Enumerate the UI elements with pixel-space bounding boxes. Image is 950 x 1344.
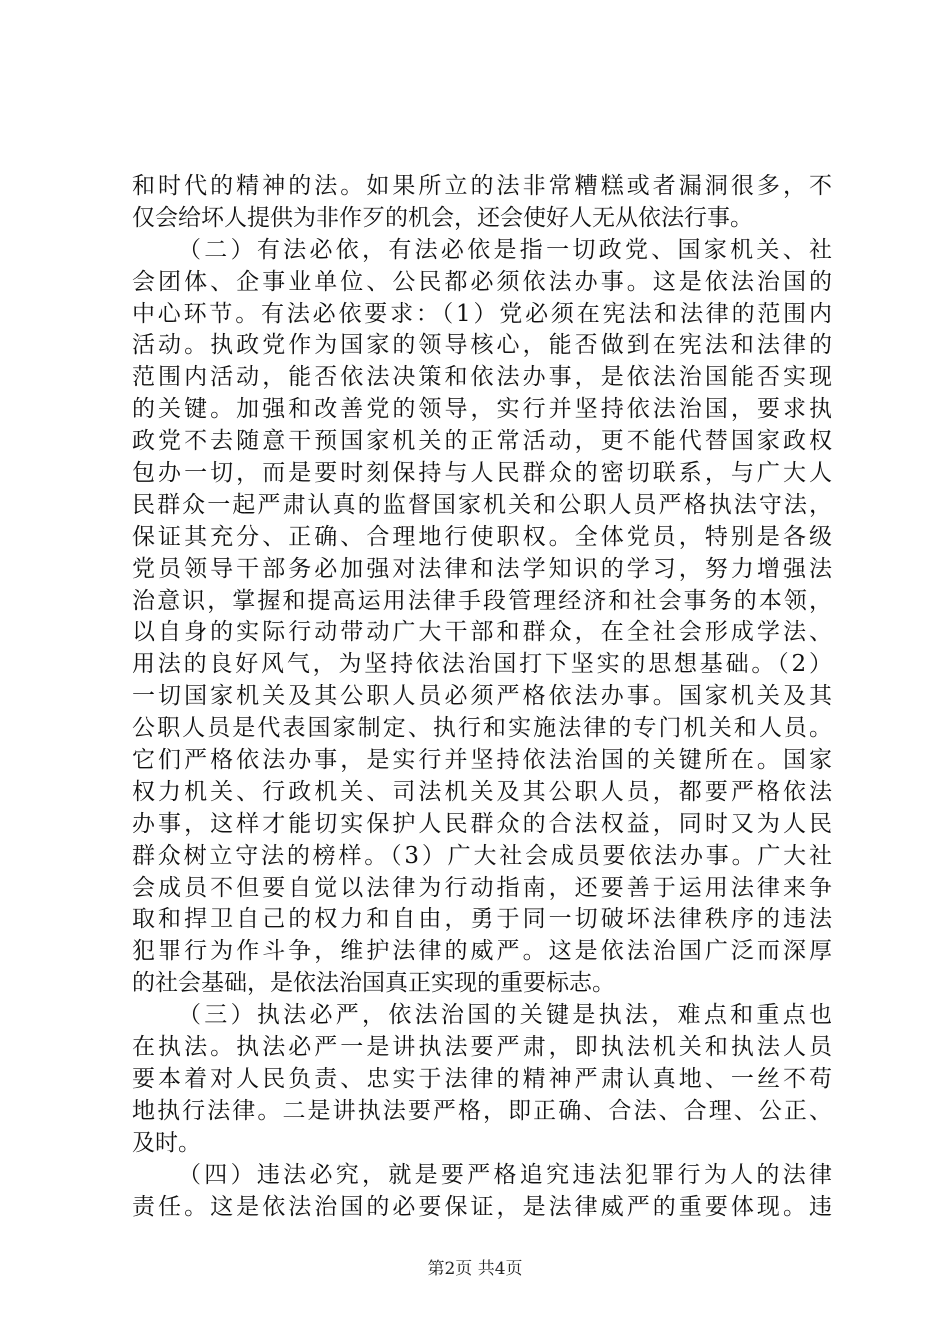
text-line: 活动。执政党作为国家的领导核心，能否做到在宪法和法律的 [132, 332, 832, 359]
text-line: 取和捍卫自己的权力和自由，勇于同一切破坏法律秩序的违法 [132, 906, 832, 933]
text-line: 用法的良好风气，为坚持依法治国打下坚实的思想基础。（2） [132, 651, 832, 678]
text-line: 以自身的实际行动带动广大干部和群众，在全社会形成学法、 [132, 619, 832, 646]
text-line: 权力机关、行政机关、司法机关及其公职人员，都要严格依法 [132, 778, 832, 805]
text-line: 要本着对人民负责、忠实于法律的精神严肃认真地、一丝不苟 [132, 1065, 832, 1092]
text-line: 范围内活动，能否依法决策和依法办事，是依法治国能否实现 [132, 364, 832, 391]
text-line: 政党不去随意干预国家机关的正常活动，更不能代替国家政权 [132, 428, 832, 455]
text-line: 的关键。加强和改善党的领导，实行并坚持依法治国，要求执 [132, 396, 832, 423]
text-line: 党员领导干部务必加强对法律和法学知识的学习，努力增强法 [132, 555, 832, 582]
text-line: 治意识，掌握和提高运用法律手段管理经济和社会事务的本领， [132, 587, 832, 614]
text-line: 会团体、企事业单位、公民都必须依法办事。这是依法治国的 [132, 268, 832, 295]
text-line: 的社会基础，是依法治国真正实现的重要标志。 [132, 970, 615, 997]
text-line: 地执行法律。二是讲执法要严格，即正确、合法、合理、公正、 [132, 1097, 832, 1124]
text-line: 和时代的精神的法。如果所立的法非常糟糕或者漏洞很多，不 [132, 173, 832, 199]
text-line: 它们严格依法办事，是实行并坚持依法治国的关键所在。国家 [132, 747, 832, 774]
body-text [132, 171, 832, 1223]
text-line: 民群众一起严肃认真的监督国家机关和公职人员严格执法守法， [132, 491, 832, 518]
text-line: 会成员不但要自觉以法律为行动指南，还要善于运用法律来争 [132, 874, 832, 901]
text-line: 及时。 [132, 1129, 201, 1156]
text-line: 公职人员是代表国家制定、执行和实施法律的专门机关和人员。 [132, 715, 832, 742]
paragraph-start-line: （四）违法必究，就是要严格追究违法犯罪行为人的法律 [178, 1161, 832, 1188]
paragraph-start-line: （二）有法必依，有法必依是指一切政党、国家机关、社 [178, 236, 832, 263]
text-line: 保证其充分、正确、合理地行使职权。全体党员，特别是各级 [132, 523, 832, 550]
text-line: 群众树立守法的榜样。（3）广大社会成员要依法办事。广大社 [132, 842, 832, 869]
text-line: 在执法。执法必严一是讲执法要严肃，即执法机关和执法人员 [132, 1034, 832, 1061]
paragraph-start-line: （三）执法必严，依法治国的关键是执法，难点和重点也 [178, 1002, 832, 1029]
text-line: 办事，这样才能切实保护人民群众的合法权益，同时又为人民 [132, 810, 832, 837]
page-number-footer: 第2页 共4页 [427, 1259, 523, 1279]
text-line: 责任。这是依法治国的必要保证，是法律威严的重要体现。违 [132, 1193, 832, 1220]
text-line: 一切国家机关及其公职人员必须严格依法办事。国家机关及其 [132, 683, 832, 710]
text-line: 包办一切，而是要时刻保持与人民群众的密切联系，与广大人 [132, 460, 832, 487]
text-line: 仅会给坏人提供为非作歹的机会，还会使好人无从依法行事。 [132, 204, 753, 231]
text-line: 犯罪行为作斗争，维护法律的威严。这是依法治国广泛而深厚 [132, 938, 832, 965]
text-line: 中心环节。有法必依要求：（1）党必须在宪法和法律的范围内 [132, 300, 832, 327]
